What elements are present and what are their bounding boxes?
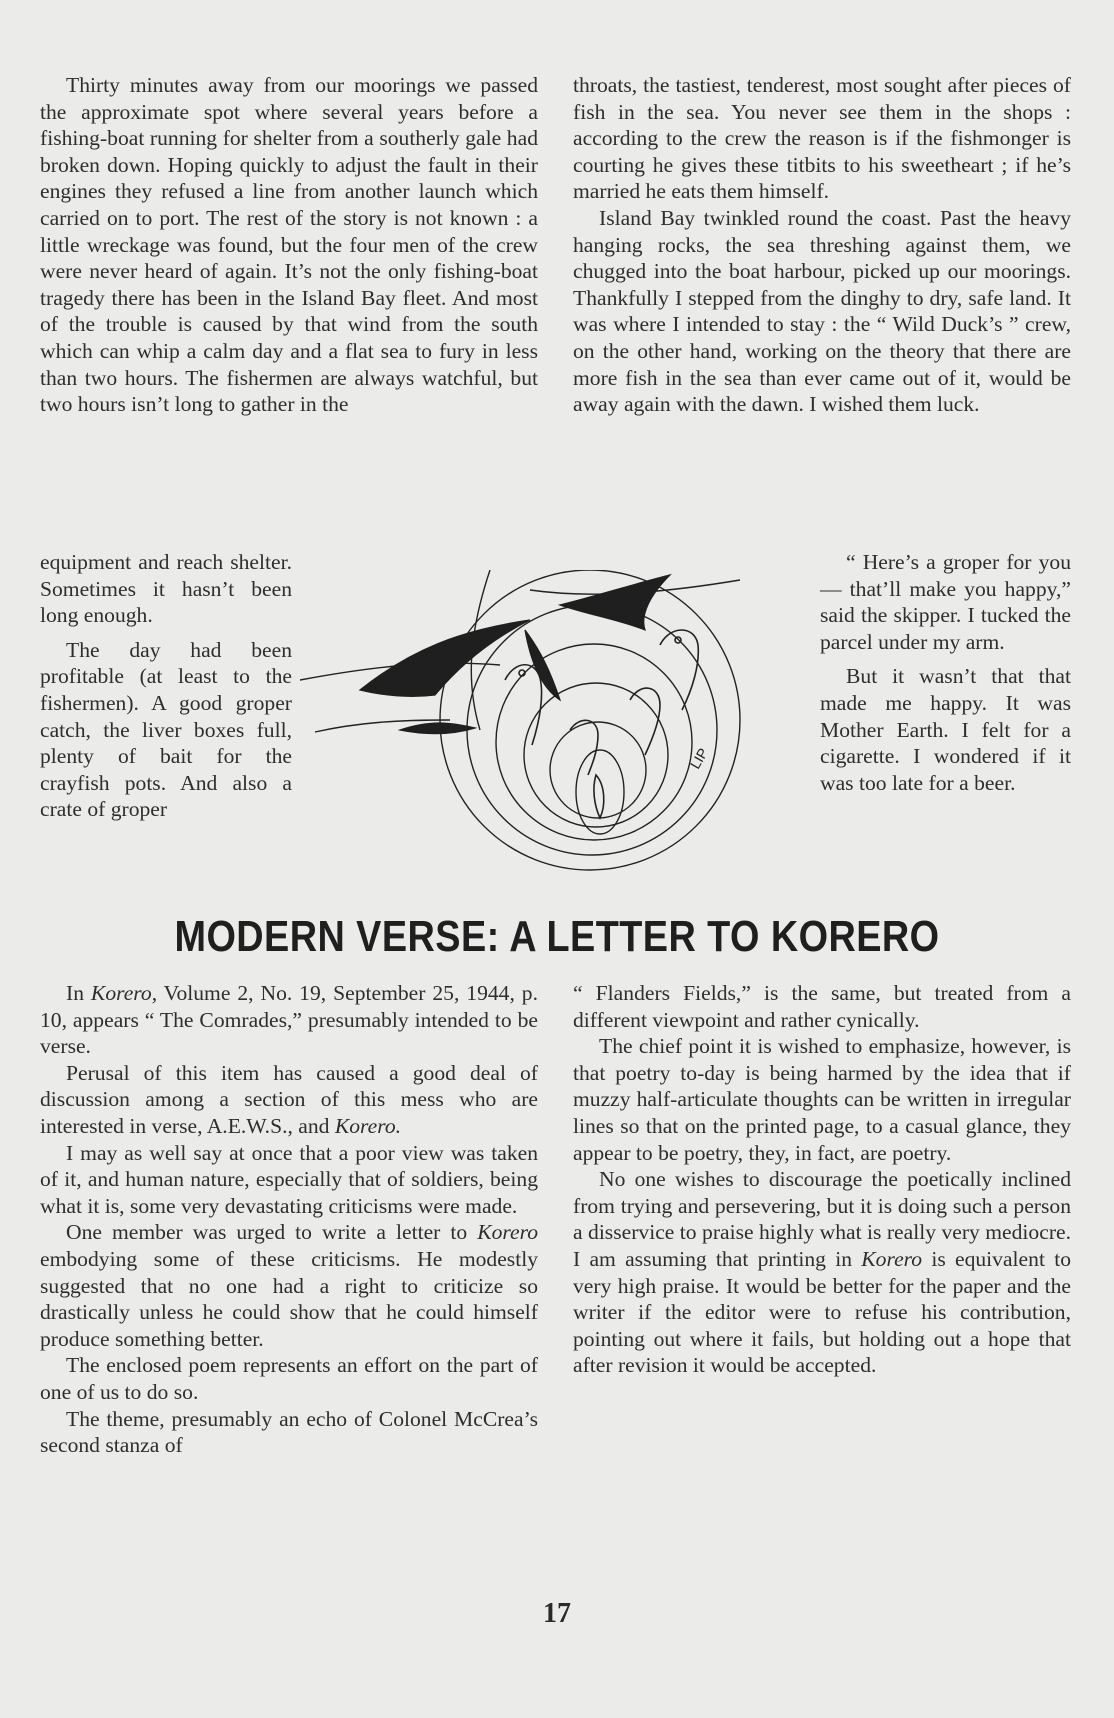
upper-right-column <box>573 72 1071 418</box>
paragraph-profitable-day: The day had been profitable (at least to the fishermen). A good groper catch, the liver boxes full, plenty of bait for the crayfish pots. And also a crate of groper <box>40 637 292 822</box>
ripple-circle <box>440 570 740 870</box>
paragraph-boat-tragedy-continued: equipment and reach shelter. Sometimes it hasn’t been long enough. <box>40 550 292 628</box>
gliding-bird <box>360 620 530 696</box>
artist-signature: LIP <box>686 745 712 772</box>
paragraph-perusal: Perusal of this item has caused a good deal of discussion among a section of this mess who are interested in verse, A.E.W.S., and Korero. <box>40 1060 538 1138</box>
paragraph-boat-tragedy: Thirty minutes away from our moorings we passed the approximate spot where several years before a fishing-boat running for shelter from a southerly gale had broken down. Hoping quickly to adjust the fault in their engines they refused a line from another launch which carried on to port. The rest of the story is not known : a little wreckage was found, but the four men of the crew were never heard of again. It’s not the only fishing-boat tragedy there has been in the Island Bay fleet. And most of the trouble is caused by that wind from the south which can whip a calm day and a flat sea to fury in less than two hours. The fishermen are always watchful, but two hours isn’t long to gather in the <box>40 73 538 417</box>
upper-left-wrap-column <box>40 549 292 823</box>
paragraph-poor-view: I may as well say at once that a poor view was taken of it, and human nature, especially that of soldiers, being what it is, some very devastating criticisms were made. <box>40 1140 538 1218</box>
bird-neck <box>505 665 542 745</box>
upper-right-wrap-column <box>820 549 1071 796</box>
paragraph-skipper-quote: “ Here’s a groper for you — that’ll make you happy,” said the skipper. I tucked the parcel under my arm. <box>820 550 1071 654</box>
article-headline: MODERN VERSE: A LETTER TO KORERO <box>174 912 940 961</box>
paragraph-theme: The theme, presumably an echo of Colonel McCrea’s second stanza of <box>40 1406 538 1458</box>
letter-right-column <box>573 980 1071 1379</box>
letter-left-column <box>40 980 538 1459</box>
paragraph-korero-volume: In Korero, Volume 2, No. 19, September 25, 1944, p. 10, appears “ The Comrades,” presumably intended to be verse. <box>40 981 538 1059</box>
paragraph-mother-earth: But it wasn’t that that made me happy. It was Mother Earth. I felt for a cigarette. I wondered if it was too late for a beer. <box>820 664 1071 795</box>
seabirds-diving-illustration <box>300 570 820 890</box>
page-number: 17 <box>543 1598 571 1629</box>
paragraph-island-bay: Island Bay twinkled round the coast. Past the heavy hanging rocks, the sea threshing against them, we chugged into the boat harbour, picked up our moorings. Thankfully I stepped from the dinghy to dry, safe land. It was where I intended to stay : the “ Wild Duck’s ” crew, on the other hand, working on the theory that there are more fish in the sea than ever came out of it, would be away again with the dawn. I wished them luck. <box>573 205 1071 417</box>
paragraph-enclosed-poem: The enclosed poem represents an effort on the part of one of us to do so. <box>40 1353 538 1404</box>
bird-neck <box>630 688 660 755</box>
paragraph-member-urged: One member was urged to write a letter to Korero embodying some of these criticisms. He modestly suggested that no one had a right to criticize so drastically unless he could show that he could himself produce something better. <box>40 1220 538 1351</box>
paragraph-discourage: No one wishes to discourage the poetically inclined from trying and persevering, but it is doing such a person a disservice to praise highly what is really very mediocre. I am assuming that printing in Korero is equivalent to very high praise. It would be better for the paper and the writer if the editor were to refuse his contribution, pointing out where it fails, but holding out a hope that after revision it would be accepted. <box>573 1167 1072 1378</box>
paragraph-chief-point: The chief point it is wished to emphasize, however, is that poetry to-day is being harmed by the idea that if muzzy half-articulate thoughts can be written in irregular lines so that on the printed page, to a casual glance, they appear to be poetry, they, in fact, are poetry. <box>573 1034 1071 1165</box>
upper-left-column <box>40 72 538 418</box>
paragraph-flanders-fields: “ Flanders Fields,” is the same, but treated from a different viewpoint and rather cynically. <box>573 981 1071 1032</box>
paragraph-groper-throats: throats, the tastiest, tenderest, most sought after pieces of fish in the sea. You never see them in the shops : according to the crew the reason is if the fishmonger is courting he gives these titbits to his sweetheart ; if he’s married he eats them himself. <box>573 73 1071 204</box>
fish <box>594 775 604 818</box>
fish-ripple <box>576 750 624 834</box>
skimming-bird <box>400 723 475 734</box>
